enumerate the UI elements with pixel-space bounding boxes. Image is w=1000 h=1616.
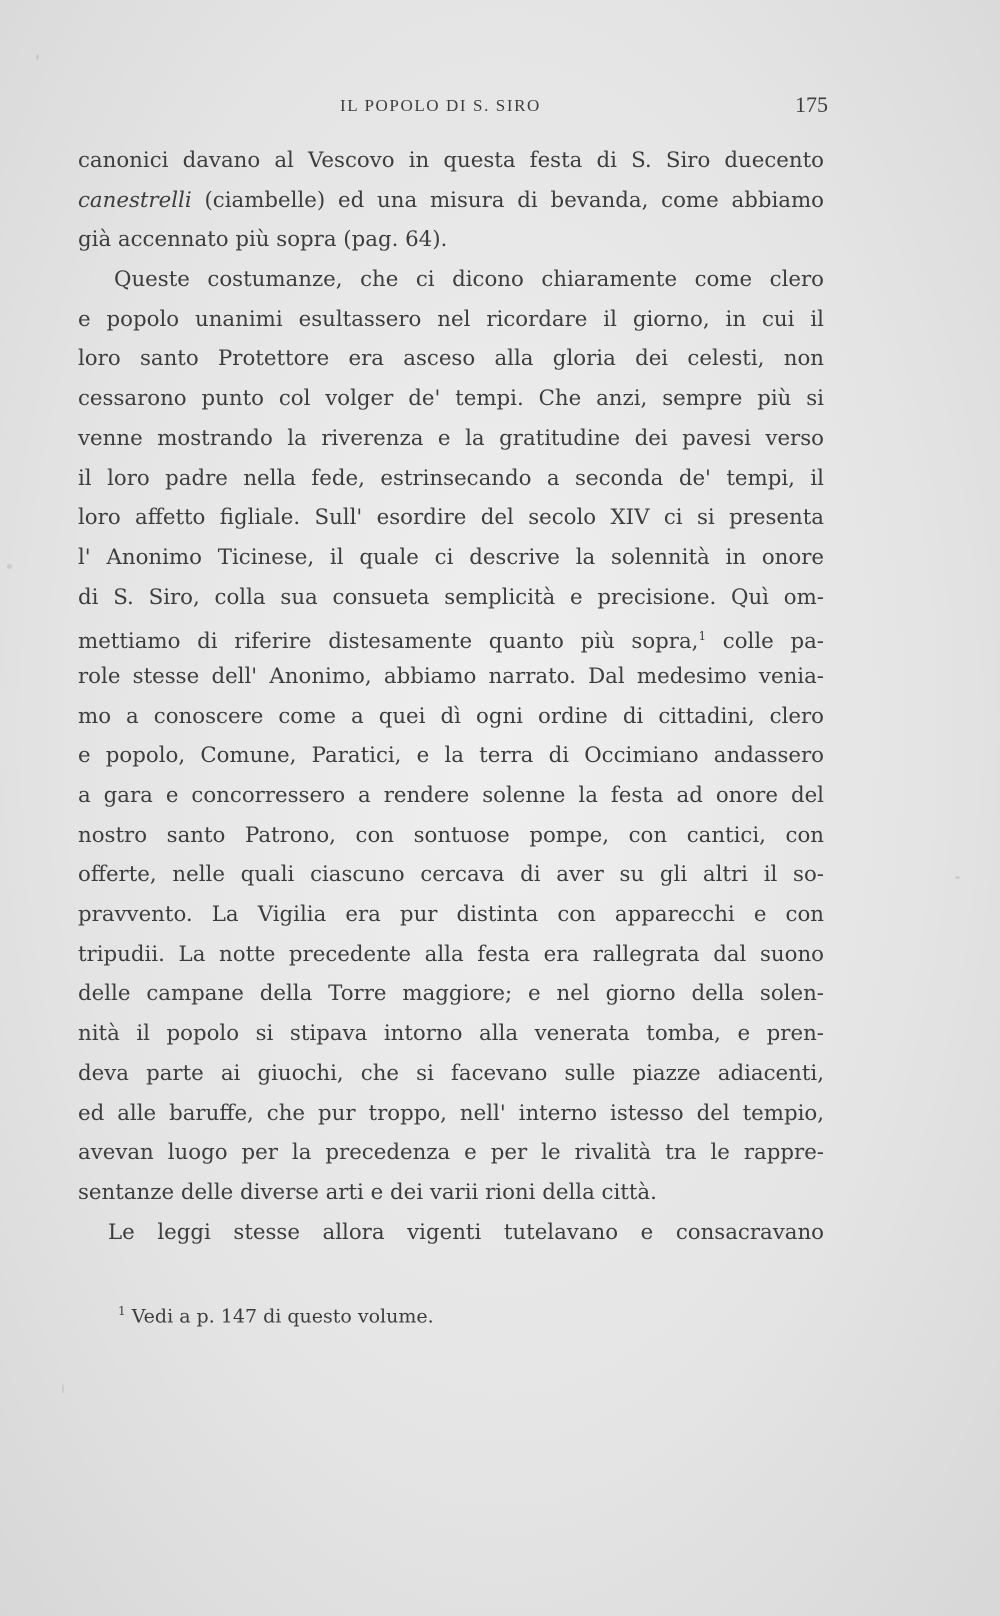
running-title: IL POPOLO DI S. SIRO xyxy=(340,96,541,115)
footnote-mark: 1 xyxy=(118,1304,126,1318)
ink-speck xyxy=(62,1384,64,1394)
text-line: mo a conoscere come a quei dì ogni ordine di cittadini, clero xyxy=(78,703,824,729)
text-line: nità il popolo si stipava intorno alla venerata tomba, e pren- xyxy=(78,1021,824,1047)
text-line: loro santo Protettore era asceso alla gloria dei celesti, non xyxy=(78,346,824,372)
page-number: 175 xyxy=(795,92,828,117)
body-text xyxy=(78,141,824,1252)
text-line: offerte, nelle quali ciascuno cercava di aver su gli altri il so- xyxy=(78,862,824,888)
italic-word: canestrelli xyxy=(78,187,192,213)
text-line: avevan luogo per la precedenza e per le rivalità tra le rappre- xyxy=(78,1140,824,1166)
text-line: cessarono punto col volger de' tempi. Che anzi, sempre più si xyxy=(78,386,824,412)
text-line: sentanze delle diverse arti e dei varii rioni della città. xyxy=(78,1179,657,1205)
ink-speck xyxy=(36,54,39,60)
text-line: Le leggi stesse allora vigenti tutelavano e consacravano xyxy=(108,1219,824,1245)
text-line: loro affetto figliale. Sull' esordire del secolo XIV ci si presenta xyxy=(78,505,824,531)
text-line: di S. Siro, colla sua consueta semplicità e precisione. Quì om- xyxy=(78,584,824,610)
ink-speck xyxy=(7,564,12,569)
text-line: e popolo, Comune, Paratici, e la terra di Occimiano andassero xyxy=(78,743,824,769)
text-line: deva parte ai giuochi, che si facevano sulle piazze adiacenti, xyxy=(78,1060,824,1086)
text-line: canestrelli (ciambelle) ed una misura di bevanda, come abbiamo xyxy=(78,187,824,213)
footnote-text: Vedi a p. 147 di questo volume. xyxy=(131,1305,434,1328)
text-line: a gara e concorressero a rendere solenne la festa ad onore del xyxy=(78,783,824,808)
text-line: e popolo unanimi esultassero nel ricordare il giorno, in cui il xyxy=(78,306,824,332)
text-line: il loro padre nella fede, estrinsecando a seconda de' tempi, il xyxy=(78,465,824,491)
text-line: già accennato più sopra (pag. 64). xyxy=(78,227,448,253)
running-head xyxy=(78,92,828,122)
text-line: Queste costumanze, che ci dicono chiaramente come clero xyxy=(114,267,824,293)
text-line: tripudii. La notte precedente alla festa era rallegrata dal suono xyxy=(78,941,824,967)
text-line: canonici davano al Vescovo in questa festa di S. Siro duecento xyxy=(78,148,824,173)
text-line: delle campane della Torre maggiore; e nel giorno della solen- xyxy=(78,981,824,1007)
text-line: mettiamo di riferire distesamente quanto più sopra,$^1$ colle pa- xyxy=(78,629,824,655)
text-line: l' Anonimo Ticinese, il quale ci descrive la solennità in onore xyxy=(78,544,824,570)
text-line: ed alle baruffe, che pur troppo, nell' interno istesso del tempio, xyxy=(78,1100,824,1126)
text-line: pravvento. La Vigilia era pur distinta con apparecchi e con xyxy=(78,902,824,928)
text-line: venne mostrando la riverenza e la gratitudine dei pavesi verso xyxy=(78,425,824,451)
ink-speck xyxy=(955,876,960,879)
text-line: nostro santo Patrono, con sontuose pompe, con cantici, con xyxy=(78,822,824,848)
footnote-reference: 1 xyxy=(698,629,707,644)
text-line: role stesse dell' Anonimo, abbiamo narrato. Dal medesimo venia- xyxy=(78,663,824,689)
footnote xyxy=(118,1304,434,1327)
